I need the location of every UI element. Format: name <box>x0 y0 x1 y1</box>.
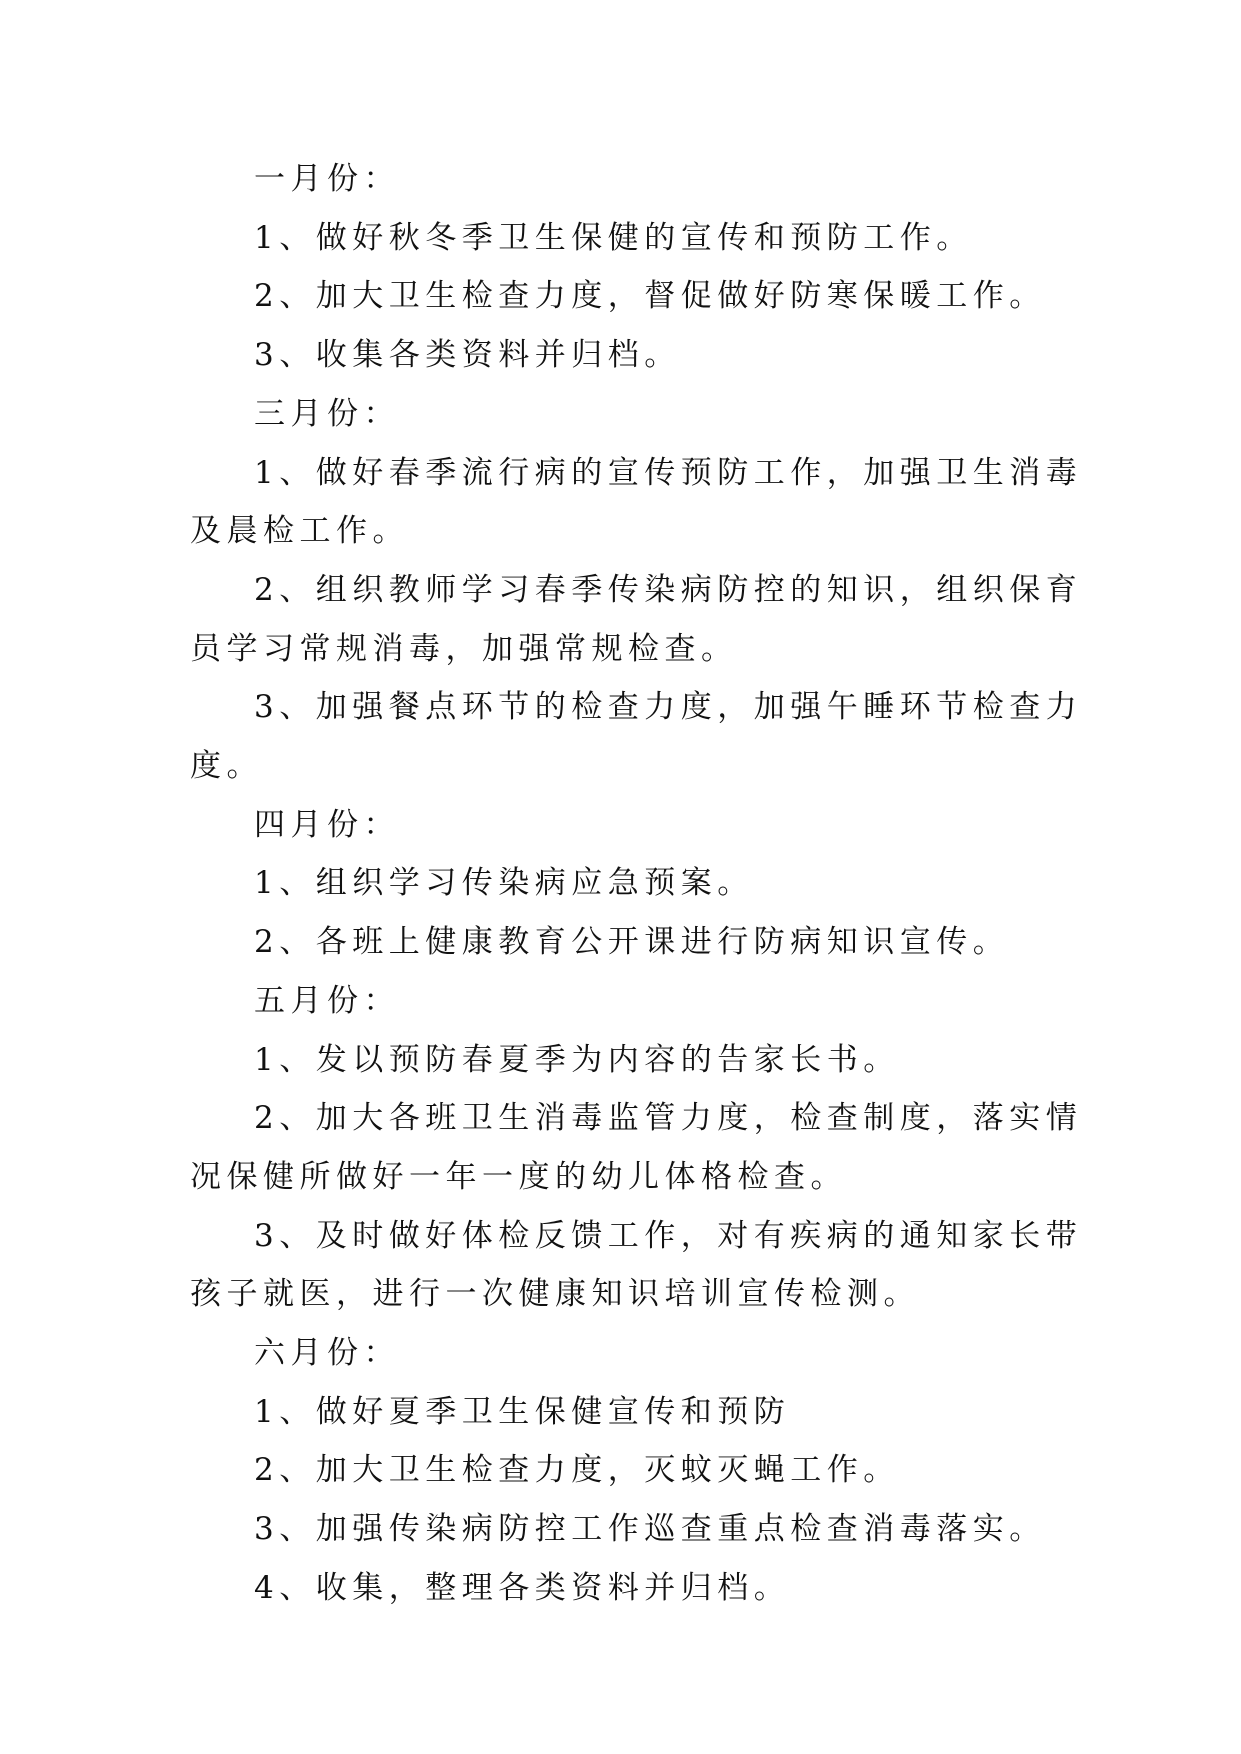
plan-item: 2、各班上健康教育公开课进行防病知识宣传。 <box>254 924 1010 961</box>
plan-item: 1、做好秋冬季卫生保健的宣传和预防工作。 <box>254 219 973 256</box>
plan-item: 3、加强传染病防控工作巡查重点检查消毒落实。 <box>254 1511 1046 1548</box>
plan-item: 2、加大卫生检查力度，督促做好防寒保暖工作。 <box>254 278 1046 315</box>
month-heading-april: 四月份： <box>254 806 400 843</box>
plan-item: 4、收集，整理各类资料并归档。 <box>254 1569 791 1606</box>
plan-item: 1、做好夏季卫生保健宣传和预防 <box>254 1393 791 1430</box>
plan-item: 2、加大各班卫生消毒监管力度，检查制度，落实情况保健所做好一年一度的幼儿体格检查。 <box>190 1100 1083 1195</box>
month-heading-may: 五月份： <box>254 982 400 1019</box>
plan-item: 2、组织教师学习春季传染病防控的知识，组织保育员学习常规消毒，加强常规检查。 <box>190 571 1083 667</box>
month-heading-january: 一月份： <box>254 161 400 197</box>
plan-item: 1、组织学习传染病应急预案。 <box>254 865 754 902</box>
plan-item: 2、加大卫生检查力度，灭蚊灭蝇工作。 <box>254 1452 900 1489</box>
plan-item: 1、做好春季流行病的宣传预防工作，加强卫生消毒及晨检工作。 <box>190 454 1083 550</box>
plan-item: 3、加强餐点环节的检查力度，加强午睡环节检查力度。 <box>190 689 1083 785</box>
month-heading-march: 三月份： <box>254 395 400 432</box>
plan-item: 3、及时做好体检反馈工作，对有疾病的通知家长带孩子就医，进行一次健康知识培训宣传检测。 <box>190 1217 1083 1313</box>
plan-item: 3、收集各类资料并归档。 <box>254 337 681 374</box>
month-heading-june: 六月份： <box>254 1335 400 1372</box>
document-body <box>190 150 1090 1618</box>
plan-item: 1、发以预防春夏季为内容的告家长书。 <box>254 1041 900 1078</box>
